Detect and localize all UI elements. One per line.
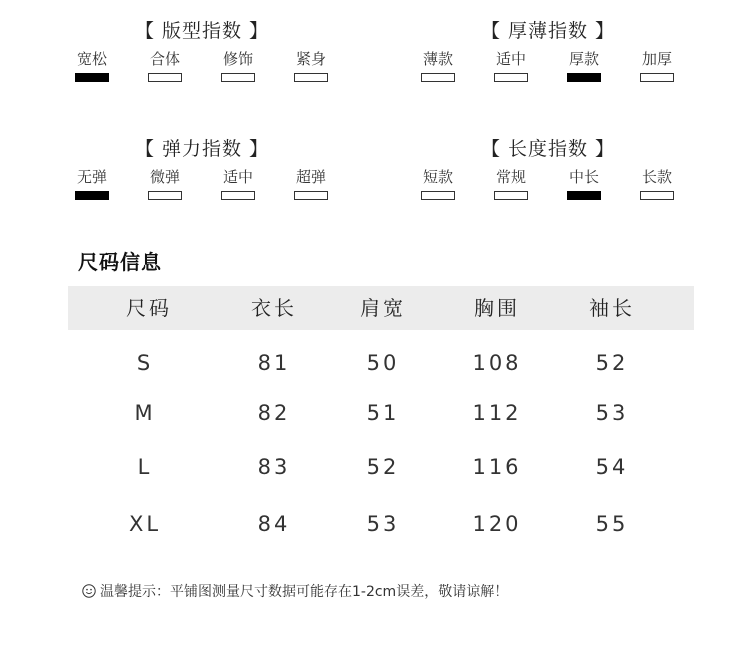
cell-chest: 108 xyxy=(472,351,522,375)
fit-option-loose xyxy=(70,50,114,82)
fit-index-title: 【 版型指数 】 xyxy=(134,20,270,42)
option-label: 修饰 xyxy=(222,50,253,68)
length-option-long xyxy=(635,168,679,200)
thickness-index xyxy=(398,16,698,106)
option-indicator xyxy=(494,73,528,82)
option-label: 短款 xyxy=(422,168,453,186)
thickness-index-title: 【 厚薄指数 】 xyxy=(480,20,616,42)
option-label: 常规 xyxy=(495,168,526,186)
option-label: 长款 xyxy=(641,168,672,186)
cell-sleeve: 55 xyxy=(595,512,629,536)
length-option-mid xyxy=(562,168,606,200)
option-indicator xyxy=(148,73,182,82)
fit-option-tailored xyxy=(216,50,260,82)
cell-sleeve: 52 xyxy=(595,351,629,375)
header-size: 尺码 xyxy=(126,296,172,320)
header-chest: 胸围 xyxy=(474,296,520,320)
length-index-title: 【 长度指数 】 xyxy=(480,138,616,160)
option-indicator xyxy=(294,191,328,200)
cell-length: 83 xyxy=(257,455,291,479)
thickness-option-thin xyxy=(416,50,460,82)
option-label: 无弹 xyxy=(76,168,107,186)
option-indicator xyxy=(75,73,109,82)
elasticity-index xyxy=(52,134,352,224)
cell-shoulder: 50 xyxy=(366,351,400,375)
cell-size: XL xyxy=(128,512,162,536)
option-label: 薄款 xyxy=(422,50,453,68)
cell-chest: 112 xyxy=(472,401,522,425)
option-label: 适中 xyxy=(222,168,253,186)
option-indicator xyxy=(567,191,601,200)
option-indicator xyxy=(567,73,601,82)
option-label: 厚款 xyxy=(568,50,599,68)
elasticity-option-moderate xyxy=(216,168,260,200)
option-indicator xyxy=(494,191,528,200)
table-row xyxy=(68,343,694,383)
cell-chest: 120 xyxy=(472,512,522,536)
thickness-option-medium xyxy=(489,50,533,82)
size-table-header xyxy=(68,286,694,330)
thickness-option-thick xyxy=(562,50,606,82)
size-table xyxy=(68,286,694,536)
option-indicator xyxy=(221,191,255,200)
cell-shoulder: 53 xyxy=(366,512,400,536)
elasticity-index-title: 【 弹力指数 】 xyxy=(134,138,270,160)
option-indicator xyxy=(294,73,328,82)
length-index xyxy=(398,134,698,224)
table-row xyxy=(68,393,694,433)
option-label: 合体 xyxy=(149,50,180,68)
option-label: 加厚 xyxy=(641,50,672,68)
elasticity-option-slight xyxy=(143,168,187,200)
option-label: 宽松 xyxy=(76,50,107,68)
table-row xyxy=(68,447,694,487)
option-indicator xyxy=(75,191,109,200)
cell-size: L xyxy=(137,455,153,479)
cell-sleeve: 53 xyxy=(595,401,629,425)
elasticity-option-super xyxy=(289,168,333,200)
header-shoulder: 肩宽 xyxy=(360,296,406,320)
option-label: 适中 xyxy=(495,50,526,68)
header-sleeve: 袖长 xyxy=(589,296,635,320)
option-indicator xyxy=(640,191,674,200)
option-label: 紧身 xyxy=(295,50,326,68)
size-info-title: 尺码信息 xyxy=(78,250,162,274)
option-indicator xyxy=(421,73,455,82)
cell-length: 84 xyxy=(257,512,291,536)
option-label: 微弹 xyxy=(149,168,180,186)
option-indicator xyxy=(640,73,674,82)
cell-chest: 116 xyxy=(472,455,522,479)
cell-size: M xyxy=(134,401,156,425)
option-indicator xyxy=(421,191,455,200)
cell-size: S xyxy=(136,351,154,375)
cell-sleeve: 54 xyxy=(595,455,629,479)
fit-option-regular xyxy=(143,50,187,82)
tip-text: 温馨提示：平铺图测量尺寸数据可能存在1-2cm误差，敬请谅解！ xyxy=(100,584,509,600)
fit-index xyxy=(52,16,352,106)
fit-option-tight xyxy=(289,50,333,82)
thickness-option-extra-thick xyxy=(635,50,679,82)
cell-length: 82 xyxy=(257,401,291,425)
table-row xyxy=(68,504,694,544)
cell-length: 81 xyxy=(257,351,291,375)
option-indicator xyxy=(148,191,182,200)
header-length: 衣长 xyxy=(251,296,297,320)
length-option-short xyxy=(416,168,460,200)
length-option-regular xyxy=(489,168,533,200)
smiley-icon xyxy=(82,584,96,598)
cell-shoulder: 51 xyxy=(366,401,400,425)
option-indicator xyxy=(221,73,255,82)
cell-shoulder: 52 xyxy=(366,455,400,479)
option-label: 中长 xyxy=(568,168,599,186)
option-label: 超弹 xyxy=(295,168,326,186)
measurement-tip xyxy=(82,581,508,601)
elasticity-option-none xyxy=(70,168,114,200)
